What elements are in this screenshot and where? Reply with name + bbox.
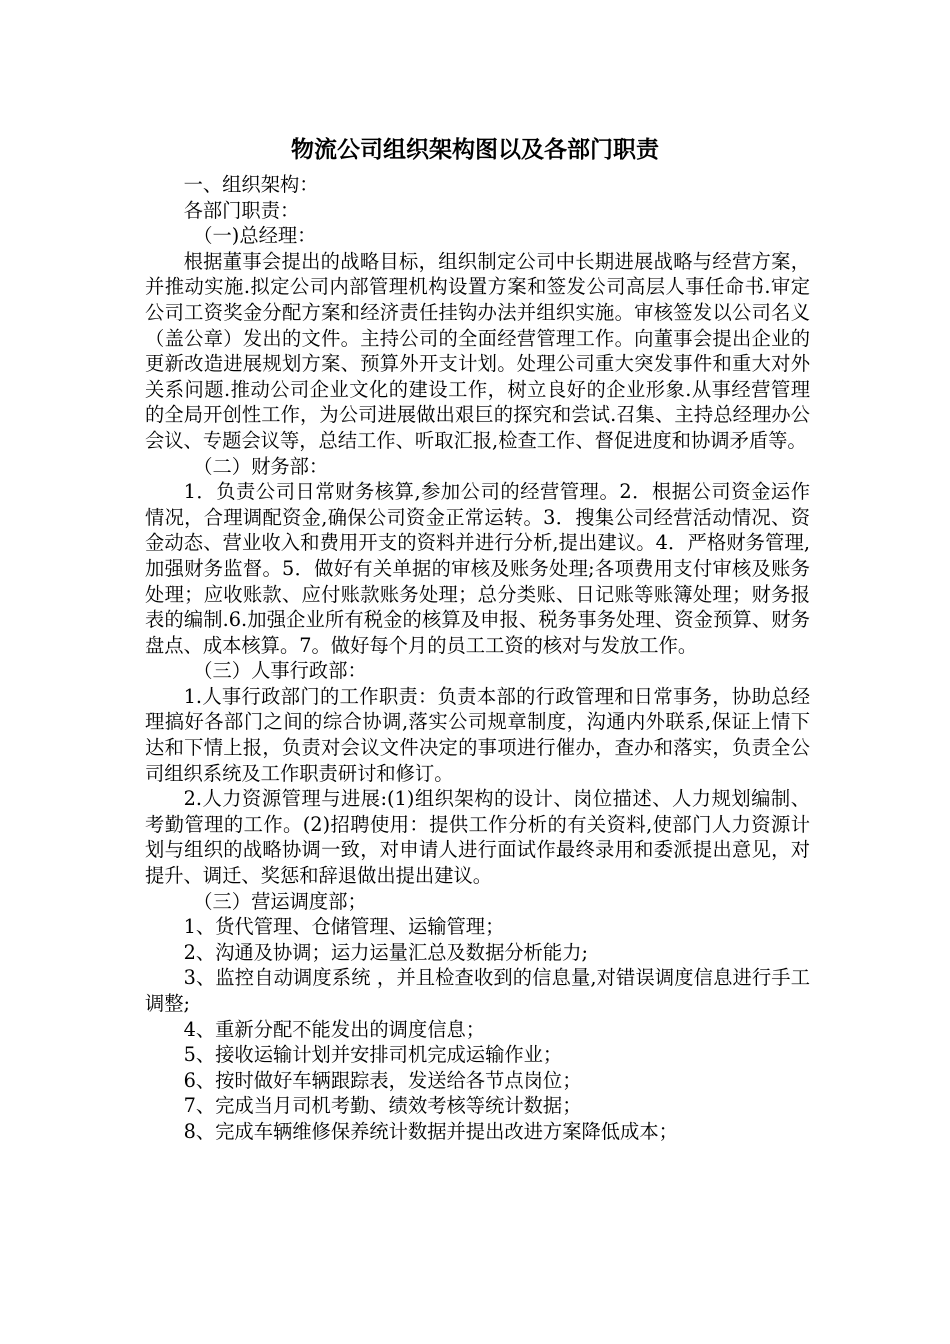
paragraph-hr-admin-duties: 1.人事行政部门的工作职责：负责本部的行政管理和日常事务，协助总经理搞好各部门之间的综合协调,落实公司规章制度，沟通内外联系,保证上情下达和下情上报，负责对会议文件决定的事项进行催办，查办和落实，负责全公司组织系统及工作职责研讨和修订。 <box>145 684 810 785</box>
document-title: 物流公司组织架构图以及各部门职责 <box>291 136 659 163</box>
list-item-dispatch-2: 2、沟通及协调；运力运量汇总及数据分析能力; <box>183 940 588 964</box>
subheading-general-manager: （一)总经理： <box>193 224 317 248</box>
document-body <box>145 172 810 1145</box>
list-item-dispatch-7: 7、完成当月司机考勤、绩效考核等统计数据； <box>183 1094 582 1118</box>
subheading-finance-department: （二）财务部： <box>193 454 329 478</box>
list-item-dispatch-1: 1、货代管理、仓储管理、运输管理； <box>183 915 505 939</box>
section-heading-org-structure: 一、组织架构： <box>183 173 319 196</box>
paragraph-general-manager-duties: 根据董事会提出的战略目标，组织制定公司中长期进展战略与经营方案，并推动实施.拟定公司内部管理机构设置方案和签发公司高层人事任命书.审定公司工资奖金分配方案和经济责任挂钩办法并组织实施。审核签发以公司名义（盖公章）发出的文件。主持公司的全面经营管理工作。向董事会提出企业的更新改造进展规划方案、预算外开支计划。处理公司重大突发事件和重大对外关系问题.推动公司企业文化的建设工作，树立良好的企业形象.从事经营管理的全局开创性工作，为公司进展做出艰巨的探究和尝试.召集、主持总经理办公会议、专题会议等，总结工作、听取汇报,检查工作、督促进度和协调矛盾等。 <box>145 249 810 452</box>
subheading-hr-admin-department: （三）人事行政部： <box>193 659 367 683</box>
paragraph-finance-duties: 1．负责公司日常财务核算,参加公司的经营管理。2．根据公司资金运作情况，合理调配资金,确保公司资金正常运转。3．搜集公司经营活动情况、资金动态、营业收入和费用开支的资料并进行分析,提出建议。4．严格财务管理,加强财务监督。5．做好有关单据的审核及账务处理;各项费用支付审核及账务处理；应收账款、应付账款账务处理；总分类账、日记账等账簿处理；财务报表的编制.6.加强企业所有税金的核算及申报、税务事务处理、资金预算、财务盘点、成本核算。7。做好每个月的员工工资的核对与发放工作。 <box>145 480 810 657</box>
list-item-dispatch-5: 5、接收运输计划并安排司机完成运输作业； <box>183 1043 563 1067</box>
list-item-dispatch-4: 4、重新分配不能发出的调度信息； <box>183 1017 486 1041</box>
list-item-dispatch-8: 8、完成车辆维修保养统计数据并提出改进方案降低成本； <box>183 1119 678 1143</box>
paragraph-hr-development: 2.人力资源管理与进展:(1)组织架构的设计、岗位描述、人力规划编制、考勤管理的工作。(2)招聘使用：提供工作分析的有关资料,使部门人力资源计划与组织的战略协调一致，对申请人进行面试作最终录用和委派提出意见，对提升、调迁、奖惩和辞退做出提出建议。 <box>145 787 810 888</box>
list-item-dispatch-3: 3、监控自动调度系统 ，并且检查收到的信息量,对错误调度信息进行手工调整; <box>145 966 810 1015</box>
list-item-dispatch-6: 6、按时做好车辆跟踪表，发送给各节点岗位； <box>183 1068 582 1092</box>
section-heading-department-duties: 各部门职责： <box>183 198 300 222</box>
subheading-operations-dispatch: （三）营运调度部； <box>193 889 367 913</box>
